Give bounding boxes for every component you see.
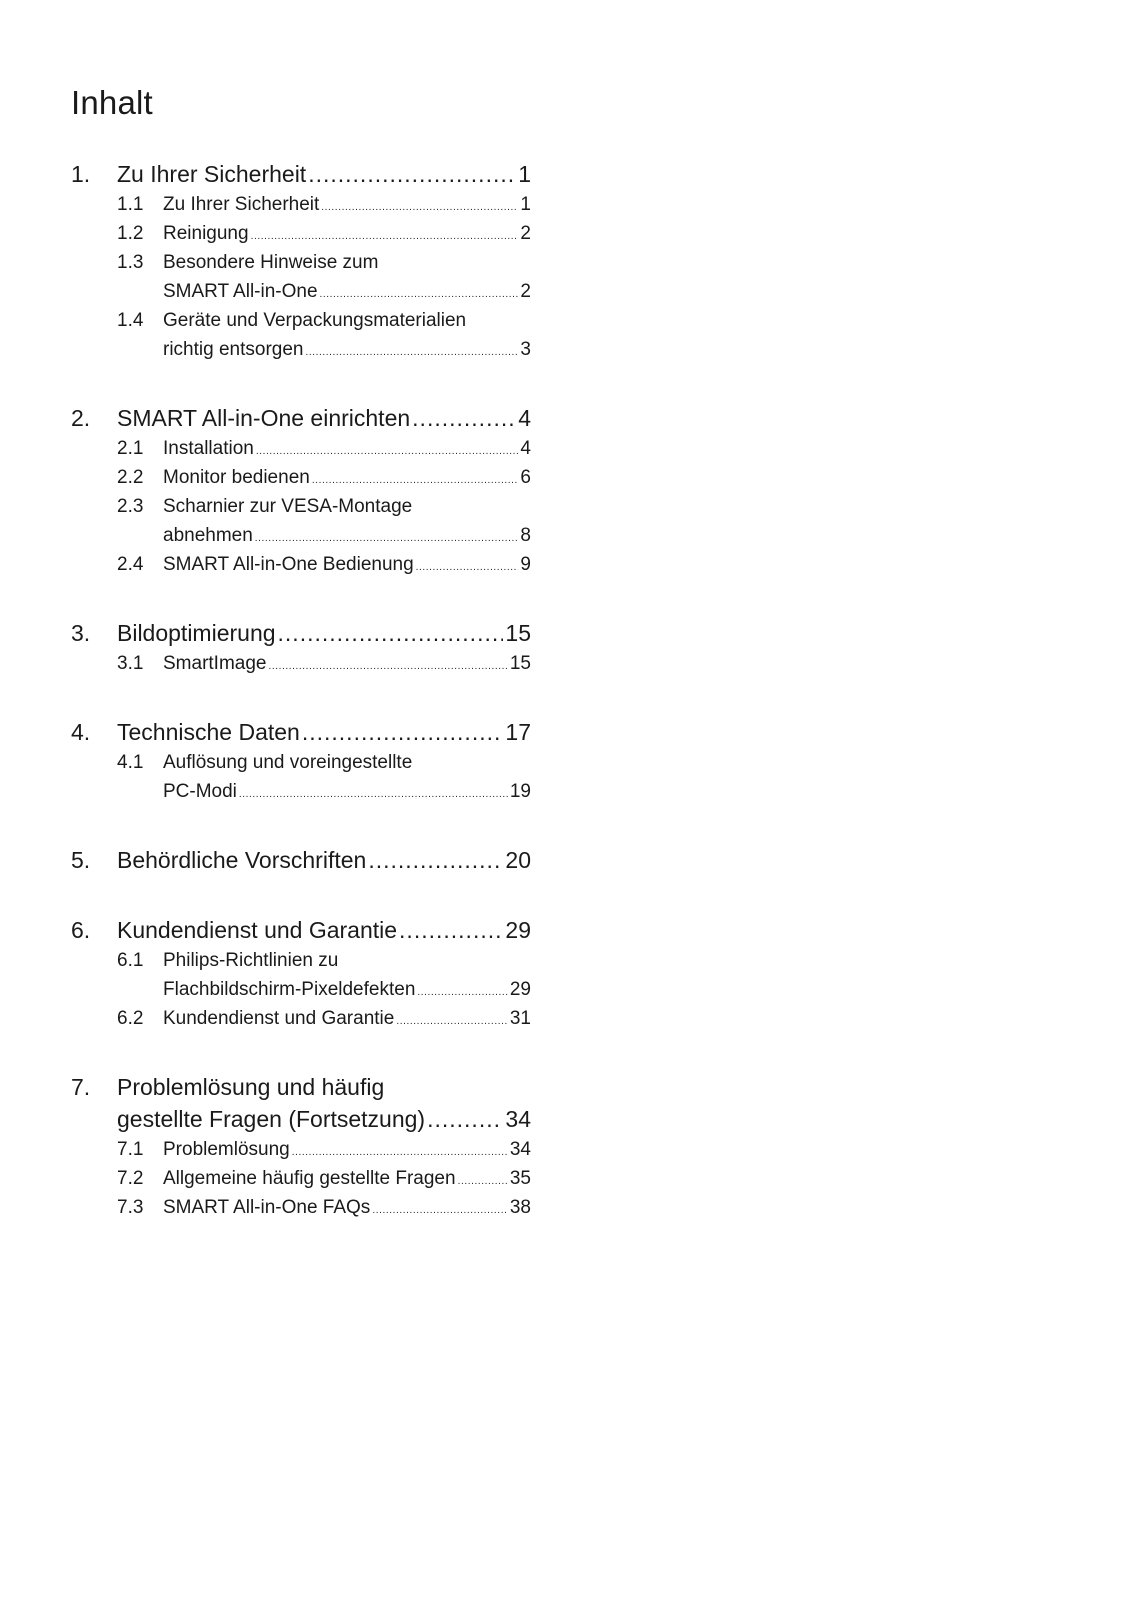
toc-leader-dots <box>427 1103 503 1135</box>
toc-subentry-page: 29 <box>509 979 531 1000</box>
toc-subentry-number: 6.2 <box>117 1008 144 1029</box>
toc-subentry-title: Scharnier zur VESA-Montage <box>163 496 413 517</box>
toc-leader-dots <box>399 914 503 946</box>
toc-subentry-number: 7.3 <box>117 1197 144 1218</box>
toc-subentry-number: 7.2 <box>117 1168 144 1189</box>
toc-leader-dots <box>256 437 519 466</box>
toc-subentry-title: Problemlösung <box>163 1139 290 1160</box>
toc-entry-main[interactable] <box>71 914 531 946</box>
toc-subentry-number: 1.4 <box>117 310 144 331</box>
toc-entry-main[interactable] <box>71 617 531 649</box>
toc-subentry-number: 2.4 <box>117 554 144 575</box>
toc-leader-dots <box>416 553 519 582</box>
toc-subentry-title: PC-Modi <box>163 781 237 802</box>
toc-subentry-title: Allgemeine häufig gestellte Fragen <box>163 1168 456 1189</box>
toc-entry-sub[interactable] <box>117 946 531 975</box>
toc-entry-main[interactable] <box>71 402 531 434</box>
toc-entry-title: Technische Daten <box>117 719 300 745</box>
toc-entry-sub[interactable] <box>117 492 531 521</box>
toc-entry-sub[interactable] <box>117 306 531 335</box>
toc-entry-sub[interactable] <box>117 975 531 1004</box>
toc-subentry-title: SMART All-in-One Bedienung <box>163 554 414 575</box>
toc-entry-sub[interactable] <box>117 1004 531 1033</box>
toc-subentry-title: richtig entsorgen <box>163 339 304 360</box>
toc-section <box>71 716 531 806</box>
toc-subentry-title: SMART All-in-One FAQs <box>163 1197 371 1218</box>
toc-subentry-number: 3.1 <box>117 653 144 674</box>
toc-entry-page: 17 <box>505 719 531 745</box>
toc-leader-dots <box>278 617 504 649</box>
toc-subentry-page: 19 <box>509 781 531 802</box>
toc-leader-dots <box>320 280 519 309</box>
toc-entry-sub[interactable] <box>117 434 531 463</box>
toc-subentry-title: Kundendienst und Garantie <box>163 1008 395 1029</box>
toc-section <box>71 402 531 579</box>
toc-entry-number: 4. <box>71 719 91 745</box>
toc-entry-title: Zu Ihrer Sicherheit <box>117 161 307 187</box>
toc-entry-page: 29 <box>505 917 531 943</box>
toc-leader-dots <box>412 402 516 434</box>
toc-subentry-title: SmartImage <box>163 653 267 674</box>
toc-leader-dots <box>255 524 519 553</box>
toc-subentry-title: abnehmen <box>163 525 253 546</box>
toc-entry-sub[interactable] <box>117 649 531 678</box>
toc-entry-sub[interactable] <box>117 219 531 248</box>
toc-entry-title: Behördliche Vorschriften <box>117 847 367 873</box>
toc-entry-sub[interactable] <box>117 248 531 277</box>
toc-section <box>71 1071 531 1222</box>
toc-section <box>71 914 531 1033</box>
toc-entry-sub[interactable] <box>117 463 531 492</box>
toc-subentry-title: Monitor bedienen <box>163 467 310 488</box>
toc-subentry-page: 8 <box>520 525 531 546</box>
toc-entry-title: Problemlösung und häufig <box>117 1074 385 1100</box>
toc-subentry-title: Installation <box>163 438 254 459</box>
toc-entry-number: 3. <box>71 620 91 646</box>
toc-subentry-number: 2.3 <box>117 496 144 517</box>
toc-entry-title: Bildoptimierung <box>117 620 276 646</box>
toc-subentry-number: 2.2 <box>117 467 144 488</box>
toc-leader-dots <box>458 1167 508 1196</box>
toc-entry-main[interactable] <box>71 844 531 876</box>
toc-entry-title: SMART All-in-One einrichten <box>117 405 411 431</box>
toc-leader-dots <box>368 844 503 876</box>
toc-entry-number: 1. <box>71 161 91 187</box>
table-of-contents <box>71 158 531 1260</box>
toc-subentry-page: 15 <box>509 653 531 674</box>
toc-subentry-title: Zu Ihrer Sicherheit <box>163 194 320 215</box>
toc-entry-page: 4 <box>518 405 531 431</box>
toc-entry-title: Kundendienst und Garantie <box>117 917 398 943</box>
page-title: Inhalt <box>71 84 153 121</box>
toc-entry-main[interactable] <box>71 716 531 748</box>
toc-subentry-title: Flachbildschirm-Pixeldefekten <box>163 979 416 1000</box>
toc-subentry-title: Reinigung <box>163 223 249 244</box>
toc-leader-dots <box>292 1138 508 1167</box>
toc-leader-dots <box>321 193 518 222</box>
toc-leader-dots <box>251 222 519 251</box>
toc-subentry-page: 1 <box>520 194 531 215</box>
toc-subentry-page: 2 <box>520 281 531 302</box>
toc-leader-dots <box>239 780 508 809</box>
toc-leader-dots <box>302 716 504 748</box>
toc-entry-sub[interactable] <box>117 277 531 306</box>
toc-subentry-number: 1.3 <box>117 252 144 273</box>
toc-subentry-page: 35 <box>509 1168 531 1189</box>
toc-entry-title: gestellte Fragen (Fortsetzung) <box>117 1106 426 1132</box>
toc-subentry-title: Philips-Richtlinien zu <box>163 950 339 971</box>
toc-section <box>71 844 531 876</box>
toc-subentry-number: 2.1 <box>117 438 144 459</box>
toc-entry-number: 2. <box>71 405 91 431</box>
toc-entry-number: 5. <box>71 847 91 873</box>
toc-subentry-page: 31 <box>509 1008 531 1029</box>
toc-entry-main[interactable] <box>71 1103 531 1135</box>
toc-entry-page: 15 <box>505 620 531 646</box>
toc-entry-page: 1 <box>518 161 531 187</box>
toc-leader-dots <box>312 466 519 495</box>
toc-leader-dots <box>417 978 507 1007</box>
toc-section <box>71 158 531 364</box>
toc-subentry-page: 38 <box>509 1197 531 1218</box>
toc-entry-number: 7. <box>71 1074 91 1100</box>
toc-subentry-number: 1.2 <box>117 223 144 244</box>
toc-subentry-number: 1.1 <box>117 194 144 215</box>
toc-subentry-page: 2 <box>520 223 531 244</box>
toc-entry-sub[interactable] <box>117 190 531 219</box>
toc-subentry-number: 7.1 <box>117 1139 144 1160</box>
toc-subentry-title: Auflösung und voreingestellte <box>163 752 413 773</box>
toc-leader-dots <box>305 338 518 367</box>
toc-entry-number: 6. <box>71 917 91 943</box>
toc-subentry-number: 4.1 <box>117 752 144 773</box>
toc-subentry-title: Geräte und Verpackungsmaterialien <box>163 310 467 331</box>
toc-section <box>71 617 531 678</box>
toc-entry-sub[interactable] <box>117 335 531 364</box>
toc-entry-sub[interactable] <box>117 748 531 777</box>
toc-subentry-title: Besondere Hinweise zum <box>163 252 379 273</box>
toc-entry-page: 34 <box>505 1106 531 1132</box>
toc-entry-sub[interactable] <box>117 1135 531 1164</box>
toc-entry-sub[interactable] <box>117 1193 531 1222</box>
toc-subentry-number: 6.1 <box>117 950 144 971</box>
toc-subentry-page: 6 <box>520 467 531 488</box>
toc-leader-dots <box>372 1196 508 1225</box>
toc-subentry-page: 3 <box>520 339 531 360</box>
toc-entry-sub[interactable] <box>117 1164 531 1193</box>
toc-subentry-page: 9 <box>520 554 531 575</box>
toc-entry-main[interactable] <box>71 158 531 190</box>
toc-leader-dots <box>268 652 507 681</box>
toc-leader-dots <box>396 1007 508 1036</box>
toc-subentry-page: 34 <box>509 1139 531 1160</box>
toc-subentry-page: 4 <box>520 438 531 459</box>
toc-leader-dots <box>308 158 516 190</box>
toc-subentry-title: SMART All-in-One <box>163 281 318 302</box>
toc-entry-page: 20 <box>505 847 531 873</box>
toc-entry-main[interactable] <box>71 1071 531 1103</box>
toc-entry-sub[interactable] <box>117 550 531 579</box>
toc-entry-sub[interactable] <box>117 521 531 550</box>
toc-entry-sub[interactable] <box>117 777 531 806</box>
